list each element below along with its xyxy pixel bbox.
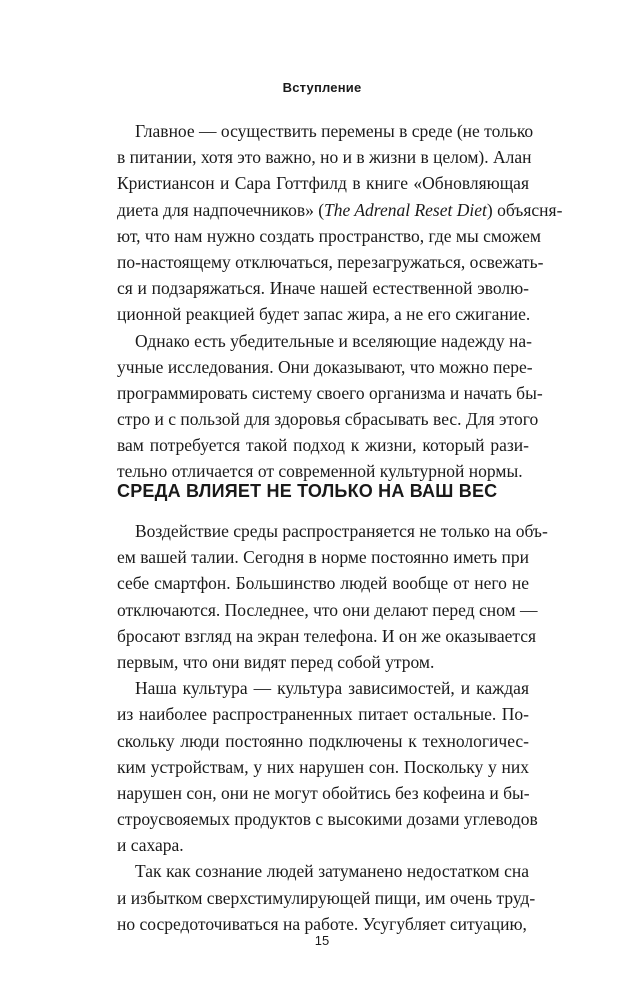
paragraph bbox=[117, 675, 538, 858]
text-line: из наиболее распространенных питает остальные. По- bbox=[117, 704, 529, 725]
text-line: первым, что они видят перед собой утром. bbox=[117, 651, 435, 672]
text-line: нарушен сон, они не могут обойтись без кофеина и бы- bbox=[117, 782, 530, 803]
paragraph bbox=[117, 328, 543, 485]
text-line: Наша культура — культура зависимостей, и каждая bbox=[135, 678, 529, 699]
section-text bbox=[117, 518, 548, 937]
text-segment: ) объясня- bbox=[486, 199, 563, 220]
text-line: вам потребуется такой подход к жизни, который рази- bbox=[117, 435, 529, 456]
text-segment: диета для надпочечников» ( bbox=[117, 199, 325, 220]
text-line: ционной реакцией будет запас жира, а не его сжигание. bbox=[117, 304, 531, 325]
paragraph bbox=[117, 858, 536, 937]
text-line: Главное — осуществить перемены в среде (не только bbox=[135, 121, 534, 141]
text-line: отключаются. Последнее, что они делают перед сном — bbox=[117, 599, 538, 620]
text-line: Воздействие среды распространяется не только на объ- bbox=[135, 521, 548, 541]
page-number: 15 bbox=[314, 933, 330, 948]
text-line: в питании, хотя это важно, но и в жизни в целом). Алан bbox=[117, 147, 532, 168]
text-line: учные исследования. Они доказывают, что можно пере- bbox=[117, 356, 533, 377]
text-line: себе смартфон. Большинство людей вообще от него не bbox=[117, 573, 529, 594]
text-line: по-настоящему отключаться, перезагружаться, освежать- bbox=[117, 251, 544, 272]
section-heading: СРЕДА ВЛИЯЕТ НЕ ТОЛЬКО НА ВАШ ВЕС bbox=[117, 481, 498, 501]
text-line: Однако есть убедительные и вселяющие надежду на- bbox=[135, 330, 532, 351]
book-title-italic: The Adrenal Reset Diet bbox=[324, 199, 487, 220]
paragraph bbox=[117, 518, 548, 675]
text-line: Так как сознание людей затуманено недостатком сна bbox=[135, 861, 529, 882]
text-line: ют, что нам нужно создать пространство, где мы сможем bbox=[117, 225, 541, 246]
text-line: скольку люди постоянно подключены к технологичес- bbox=[117, 730, 529, 751]
text-line: ким устройствам, у них нарушен сон. Поскольку у них bbox=[117, 756, 529, 777]
text-line: бросают взгляд на экран телефона. И он же оказывается bbox=[117, 625, 537, 646]
paragraph bbox=[117, 118, 563, 328]
running-head: Вступление bbox=[282, 80, 362, 95]
text-line: программировать систему своего организма и начать бы- bbox=[117, 382, 543, 403]
text-line: ем вашей талии. Сегодня в норме постоянно иметь при bbox=[117, 547, 529, 568]
text-line: и избытком сверхстимулирующей пищи, им очень труд- bbox=[117, 887, 536, 908]
text-line: и сахара. bbox=[117, 835, 184, 856]
text-line: ся и подзаряжаться. Иначе нашей естественной эволю- bbox=[117, 278, 529, 299]
intro-text bbox=[117, 118, 563, 485]
text-line bbox=[117, 197, 563, 223]
text-line: тельно отличается от современной культурной нормы. bbox=[117, 461, 523, 482]
text-line: Кристиансон и Сара Готтфилд в книге «Обновляющая bbox=[117, 173, 529, 194]
text-line: стро и с пользой для здоровья сбрасывать вес. Для этого bbox=[117, 409, 539, 430]
text-line: но сосредоточиваться на работе. Усугубляет ситуацию, bbox=[117, 913, 527, 934]
text-line: строусвояемых продуктов с высокими дозами углеводов bbox=[117, 809, 538, 830]
